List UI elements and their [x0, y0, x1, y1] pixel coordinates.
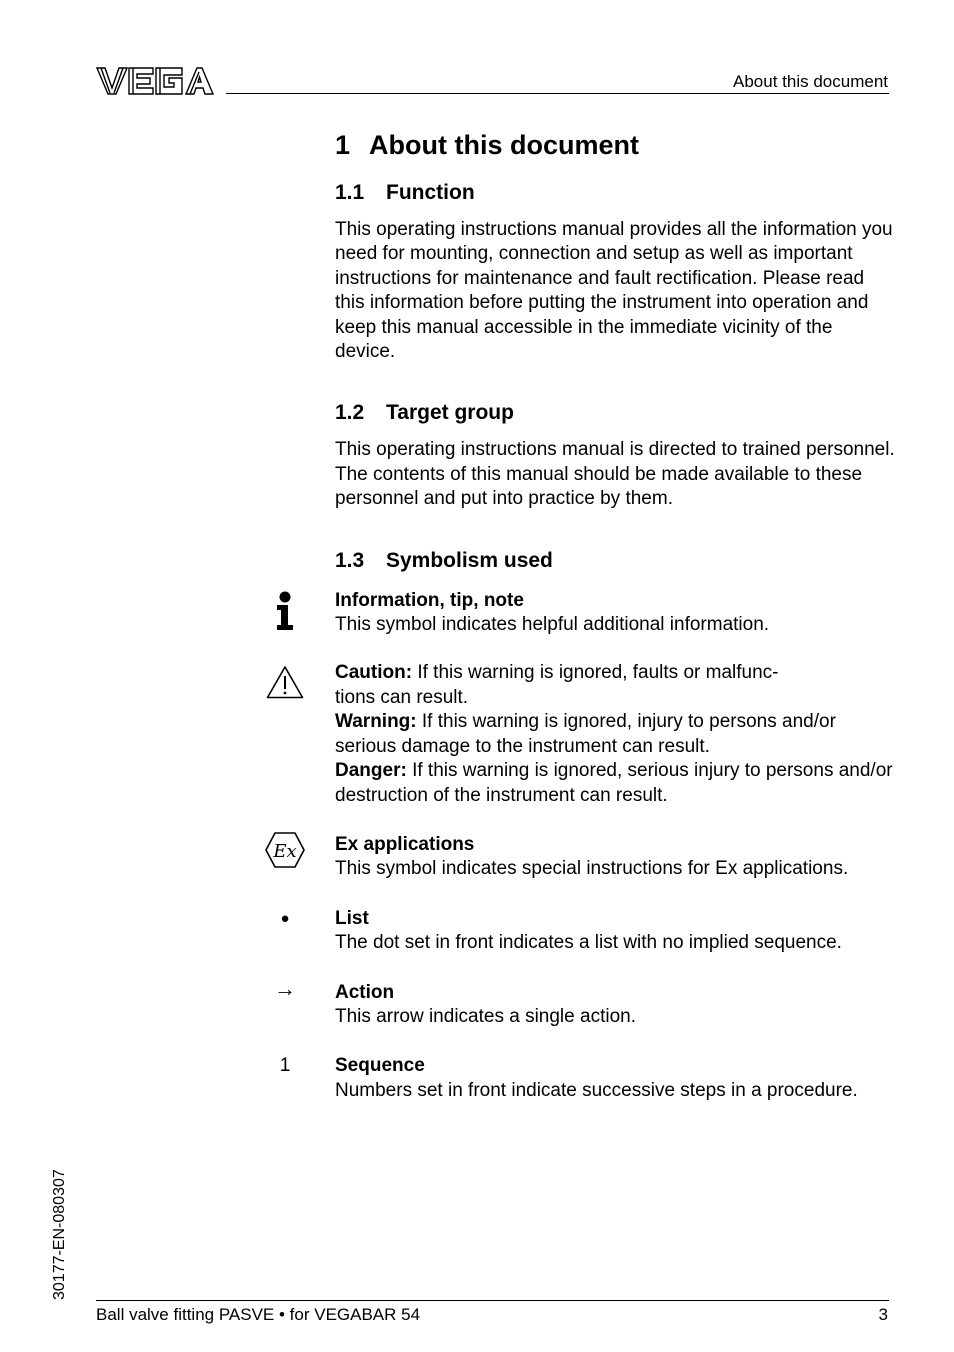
symbol-text: This symbol indicates helpful additional information.: [335, 614, 770, 636]
section-heading-target-group: [335, 400, 895, 426]
section-title: Symbolism used: [386, 548, 553, 572]
arrow-right-icon: →: [274, 975, 296, 1001]
symbol-list: [280, 907, 895, 956]
symbol-title: Action: [335, 981, 395, 1003]
danger-label: Danger:: [335, 760, 407, 782]
section-number: 1.2: [335, 401, 365, 425]
warning-triangle-icon: [255, 665, 315, 699]
danger-text: If this warning is ignored, serious injury to persons and/or destruction of the instrument can result.: [335, 760, 893, 806]
footer-title: Ball valve fitting PASVE • for VEGABAR 54: [96, 1305, 421, 1324]
symbol-title: Ex applications: [335, 833, 475, 855]
section-text-function: This operating instructions manual provides all the information you need for mounting, connection and setup as well as important instructions for maintenance and fault rectification. Please read this information before putting the instrument into operation and keep this manual accessible in the immediate vicinity of the device.: [335, 219, 893, 363]
header-section-label: About this document: [733, 72, 888, 91]
section-heading-symbolism: [335, 548, 895, 574]
symbol-warning: [335, 661, 895, 807]
section-number: 1.3: [335, 548, 365, 572]
section-title: Target group: [386, 401, 514, 425]
page-number: 3: [878, 1305, 888, 1324]
section-title: Function: [386, 181, 475, 204]
chapter-title: About this document: [369, 130, 639, 160]
header-rule: [226, 93, 889, 94]
symbol-title: Sequence: [335, 1055, 425, 1077]
symbol-title: List: [335, 907, 369, 929]
danger-line: [335, 759, 895, 808]
footer-rule: [96, 1300, 889, 1301]
symbol-text: Numbers set in front indicate successive steps in a procedure.: [335, 1079, 858, 1101]
warning-line: [335, 710, 895, 759]
symbol-ex: [273, 833, 895, 882]
sequence-number-marker: 1: [279, 1055, 291, 1077]
symbol-info: [335, 589, 895, 638]
svg-text:Ex: Ex: [273, 840, 297, 862]
section-heading-function: [335, 180, 895, 206]
symbol-title: Information, tip, note: [335, 589, 524, 611]
symbol-text: This arrow indicates a single action.: [335, 1005, 636, 1027]
section-number: 1.1: [335, 181, 365, 204]
caution-label: Caution:: [335, 662, 413, 684]
info-icon: [255, 591, 315, 631]
symbol-sequence: [279, 1054, 895, 1103]
caution-text: If this warning is ignored, faults or malfunc-: [417, 662, 779, 684]
bullet-icon: ●: [280, 909, 290, 927]
ex-hexagon-icon: [255, 831, 315, 869]
symbol-action: [274, 975, 895, 1030]
chapter-number: 1: [335, 130, 351, 160]
symbol-text: The dot set in front indicates a list with no implied sequence.: [335, 932, 842, 954]
warning-label: Warning:: [335, 711, 417, 733]
symbol-text: This symbol indicates special instructions for Ex applications.: [335, 858, 849, 880]
caution-line: [335, 661, 895, 685]
warning-text: If this warning is ignored, injury to persons and/or serious damage to the instrument can result.: [335, 711, 836, 757]
main-content: [273, 128, 895, 1103]
chapter-heading: [335, 128, 895, 162]
section-text-target-group: This operating instructions manual is directed to trained personnel. The contents of this manual should be made available to these personnel and put into practice by them.: [335, 439, 895, 510]
document-code: 30177-EN-080307: [51, 1169, 68, 1300]
vega-logo: [96, 66, 214, 96]
caution-text-continued: tions can result.: [335, 686, 469, 708]
